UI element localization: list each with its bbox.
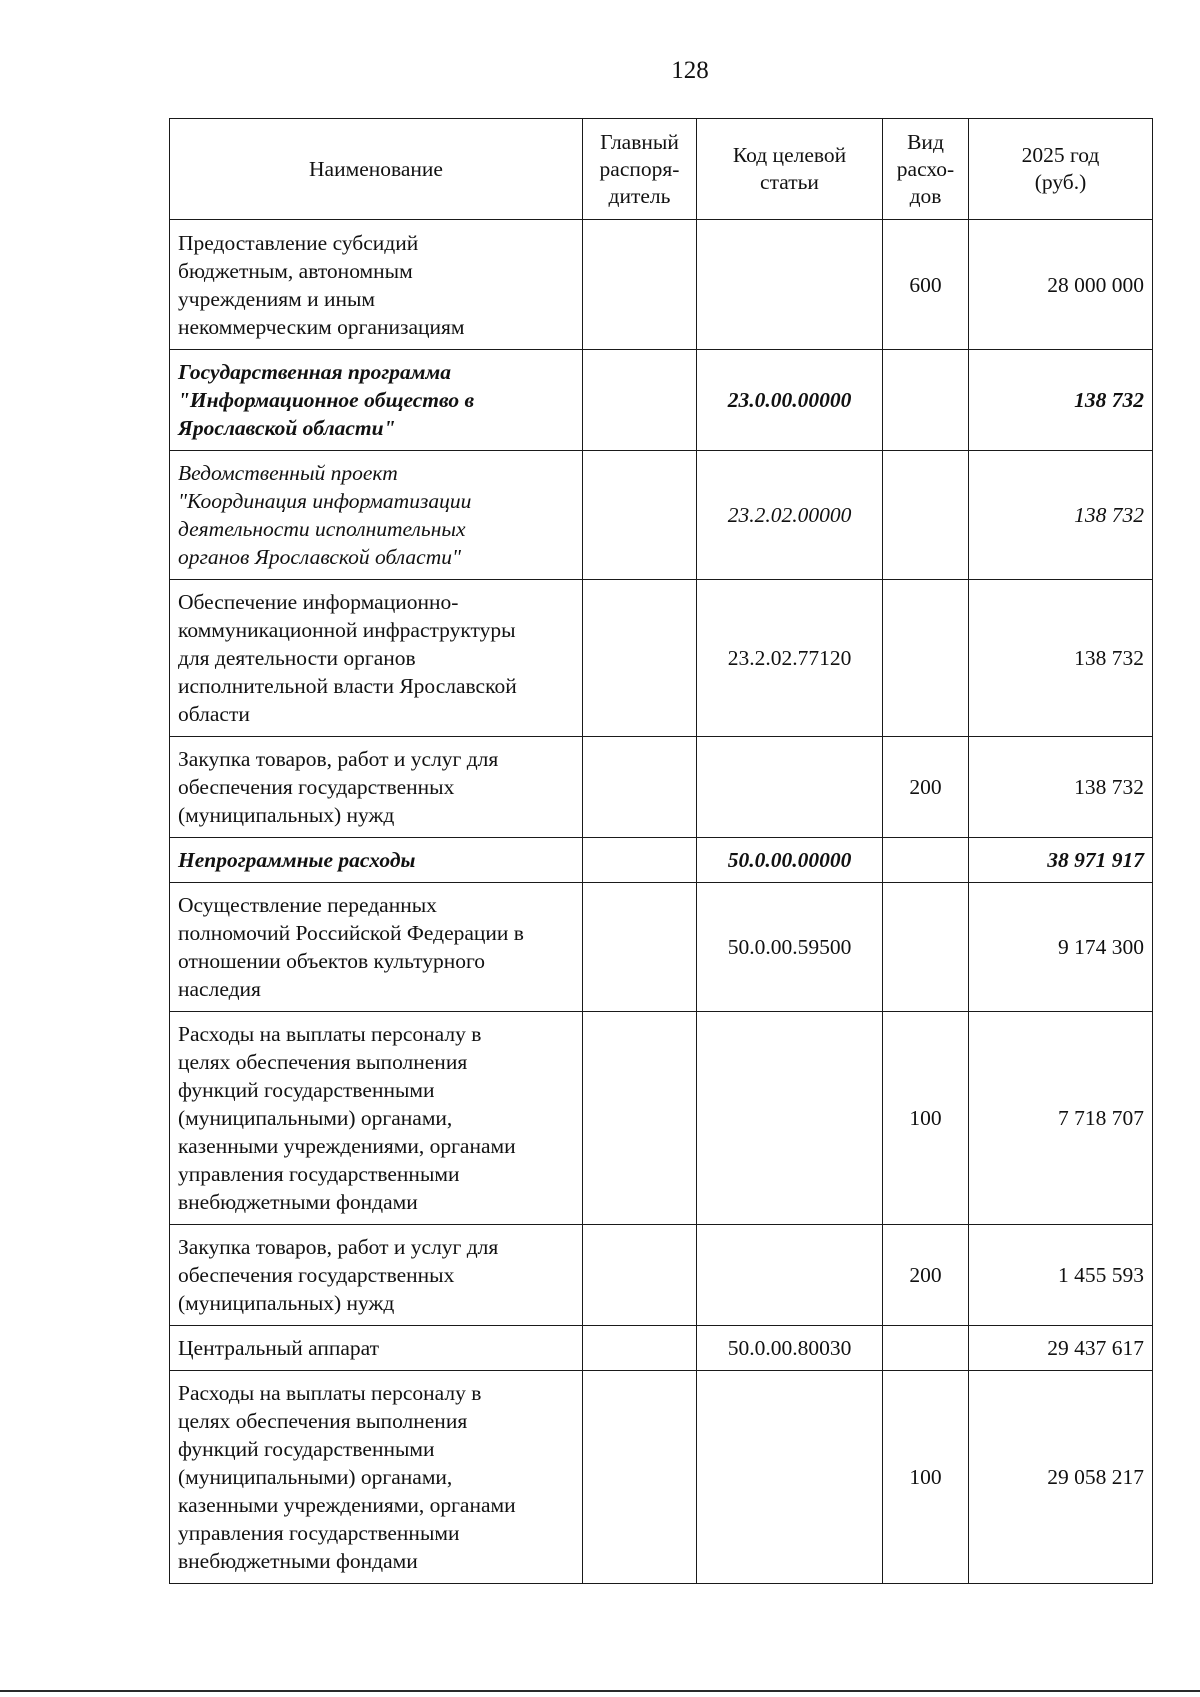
row-code [697,220,883,350]
row-name-line: внебюджетными фондами [178,1190,418,1214]
row-name [170,350,583,451]
row-vid: 600 [883,220,969,350]
row-code: 23.2.02.00000 [697,451,883,580]
row-name [170,580,583,737]
row-sum: 138 732 [969,580,1153,737]
table-row [170,1225,1153,1326]
table-body [170,220,1153,1584]
table-row [170,451,1153,580]
row-name-line: органов Ярославской области" [178,545,462,569]
row-name-line: отношении объектов культурного [178,949,486,973]
row-name-line: Государственная программа [178,360,451,384]
row-name-line: казенными учреждениями, органами [178,1134,516,1158]
row-name-line: наследия [178,977,261,1001]
header-grbs-line: Главный [600,129,679,154]
row-name-line: казенными учреждениями, органами [178,1493,516,1517]
row-name [170,737,583,838]
row-name-line: обеспечения государственных [178,775,455,799]
header-code-line: статьи [760,170,819,194]
header-vid [883,119,969,220]
row-name-line: деятельности исполнительных [178,517,466,541]
row-grbs [583,1326,697,1371]
header-grbs [583,119,697,220]
table-row [170,1326,1153,1371]
table-row [170,883,1153,1012]
page-bottom-rule [0,1690,1200,1692]
row-name [170,451,583,580]
header-code [697,119,883,220]
row-name-line: Ведомственный проект [178,461,398,485]
row-name-line: обеспечения государственных [178,1263,455,1287]
row-name-line: полномочий Российской Федерации в [178,921,524,945]
row-name-line: целях обеспечения выполнения [178,1050,468,1074]
row-name [170,1326,583,1371]
header-sum-line: (руб.) [1034,170,1087,194]
row-vid: 100 [883,1012,969,1225]
row-name-line: Ярославской области" [178,416,396,440]
row-name [170,220,583,350]
header-code-line: Код целевой [732,143,847,167]
row-vid [883,580,969,737]
row-grbs [583,451,697,580]
row-grbs [583,737,697,838]
row-code: 50.0.00.80030 [697,1326,883,1371]
row-vid [883,838,969,883]
row-name [170,1225,583,1326]
row-name-line: Закупка товаров, работ и услуг для [178,747,499,771]
row-name-line: Обеспечение информационно- [178,590,459,614]
row-sum: 29 437 617 [969,1326,1153,1371]
header-grbs-line: распоря- [599,156,680,181]
table-row [170,350,1153,451]
row-vid [883,451,969,580]
row-sum: 1 455 593 [969,1225,1153,1326]
row-code [697,1012,883,1225]
row-name-line: функций государственными [178,1437,435,1461]
row-name-line: для деятельности органов [178,646,416,670]
page-number: 128 [671,57,709,84]
row-code: 23.2.02.77120 [697,580,883,737]
row-name-line: (муниципальными) органами, [178,1106,453,1130]
row-grbs [583,1012,697,1225]
row-code: 50.0.00.00000 [697,838,883,883]
row-code: 50.0.00.59500 [697,883,883,1012]
row-name-line: Расходы на выплаты персоналу в [178,1022,482,1046]
row-vid: 200 [883,1225,969,1326]
row-name-line: коммуникационной инфраструктуры [178,618,516,642]
row-grbs [583,838,697,883]
row-name-line: целях обеспечения выполнения [178,1409,468,1433]
row-vid [883,350,969,451]
row-name-line: области [178,702,250,726]
row-grbs [583,883,697,1012]
row-sum: 7 718 707 [969,1012,1153,1225]
row-name [170,883,583,1012]
row-vid: 100 [883,1371,969,1584]
row-code: 23.0.00.00000 [697,350,883,451]
table-row [170,220,1153,350]
row-grbs [583,580,697,737]
row-name-line: Закупка товаров, работ и услуг для [178,1235,499,1259]
row-vid [883,1326,969,1371]
row-grbs [583,1371,697,1584]
header-vid-line: Вид [907,129,944,154]
row-sum: 28 000 000 [969,220,1153,350]
row-sum: 38 971 917 [969,838,1153,883]
table-row [170,737,1153,838]
row-name-line: (муниципальных) нужд [178,1291,395,1315]
header-row [170,119,1153,220]
table-row [170,1371,1153,1584]
row-name-line: "Координация информатизации [178,489,472,513]
header-vid-line: расхо- [896,156,955,181]
row-vid: 200 [883,737,969,838]
row-name-line: Осуществление переданных [178,893,437,917]
row-name-line: Расходы на выплаты персоналу в [178,1381,482,1405]
row-grbs [583,220,697,350]
row-name-line: внебюджетными фондами [178,1549,418,1573]
header-sum-line: 2025 год [1021,143,1100,167]
header-sum [969,119,1153,220]
header-grbs-line: дитель [608,183,671,208]
row-name [170,1371,583,1584]
row-grbs [583,1225,697,1326]
header-name: Наименование [170,119,583,220]
row-name-line: Центральный аппарат [178,1336,380,1360]
table-row [170,1012,1153,1225]
row-code [697,1225,883,1326]
row-name-line: (муниципальными) органами, [178,1465,453,1489]
row-name-line: учреждениям и иным [178,286,376,311]
row-name [170,1012,583,1225]
row-name-line: функций государственными [178,1078,435,1102]
row-sum: 9 174 300 [969,883,1153,1012]
budget-table [169,118,1153,1584]
table-row [170,580,1153,737]
row-name-line: "Информационное общество в [178,388,475,412]
row-code [697,737,883,838]
row-name-line: (муниципальных) нужд [178,803,395,827]
header-vid-line: дов [909,183,942,208]
row-code [697,1371,883,1584]
row-name-line: управления государственными [178,1162,460,1186]
row-name-line: некоммерческим организациям [178,314,465,339]
row-sum: 138 732 [969,451,1153,580]
row-name-line: Непрограммные расходы [178,848,416,872]
row-name-line: исполнительной власти Ярославской [178,674,517,698]
row-name-line: Предоставление субсидий [178,230,419,255]
row-name [170,838,583,883]
row-name-line: бюджетным, автономным [178,258,413,283]
row-grbs [583,350,697,451]
row-name-line: управления государственными [178,1521,460,1545]
table-row [170,838,1153,883]
row-sum: 138 732 [969,737,1153,838]
row-vid [883,883,969,1012]
row-sum: 29 058 217 [969,1371,1153,1584]
row-sum: 138 732 [969,350,1153,451]
